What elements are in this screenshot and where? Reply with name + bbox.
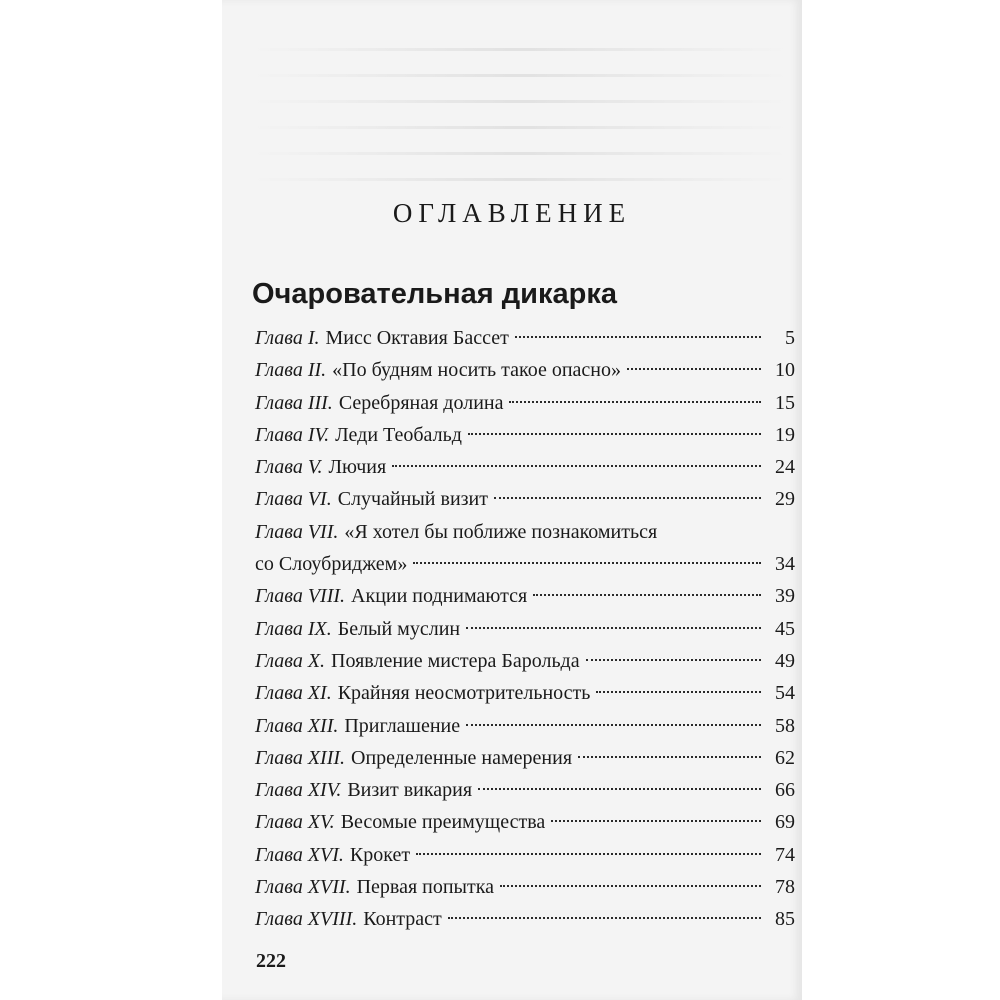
dot-leader — [494, 497, 761, 499]
chapter-title: Весомые преимущества — [340, 811, 546, 834]
toc-entry[interactable] — [255, 451, 795, 483]
toc-entry[interactable] — [255, 516, 795, 581]
chapter-title: Первая попытка — [356, 876, 495, 899]
toc-entry[interactable] — [255, 903, 795, 935]
chapter-title: Акции поднимаются — [351, 585, 528, 608]
chapter-label: Глава II. — [255, 359, 327, 382]
chapter-title: Серебряная долина — [338, 391, 504, 414]
chapter-title: «По будням носить такое опасно» — [332, 359, 621, 382]
chapter-title: Белый муслин — [337, 617, 461, 640]
dot-leader — [478, 788, 761, 790]
page-number: 24 — [775, 456, 795, 479]
chapter-label: Глава XVII. — [255, 876, 351, 899]
toc-list — [255, 322, 795, 936]
page-number: 66 — [775, 779, 795, 802]
chapter-title: Контраст — [363, 908, 442, 931]
toc-entry[interactable] — [255, 580, 795, 612]
show-through-text — [250, 48, 790, 51]
chapter-title: Мисс Октавия Бассет — [325, 327, 509, 349]
chapter-title: Приглашение — [344, 714, 461, 737]
dot-leader — [448, 917, 761, 919]
toc-entry[interactable] — [255, 774, 795, 806]
dot-leader — [416, 853, 761, 855]
toc-entry[interactable] — [255, 677, 795, 709]
dot-leader — [578, 756, 761, 758]
page-number: 54 — [775, 682, 795, 705]
chapter-label: Глава XIV. — [255, 779, 342, 802]
chapter-label: Глава VII. — [255, 520, 339, 543]
page-number: 78 — [775, 876, 795, 899]
toc-entry[interactable] — [255, 806, 795, 838]
chapter-label: Глава XV. — [255, 811, 335, 834]
chapter-label: Глава XVIII. — [255, 908, 358, 931]
chapter-title: Крайняя неосмотрительность — [337, 682, 591, 705]
toc-entry[interactable] — [255, 354, 795, 386]
chapter-label: Глава I. — [255, 327, 320, 349]
toc-entry[interactable] — [255, 613, 795, 645]
dot-leader — [413, 562, 761, 564]
dot-leader — [466, 724, 761, 726]
dot-leader — [596, 691, 761, 693]
chapter-label: Глава VIII. — [255, 585, 346, 608]
toc-entry[interactable] — [255, 419, 795, 451]
chapter-title: Лючия — [328, 456, 387, 479]
chapter-label: Глава X. — [255, 649, 326, 672]
page-number: 85 — [775, 908, 795, 931]
show-through-text — [250, 178, 790, 181]
page-number: 34 — [775, 553, 795, 576]
page-number: 5 — [785, 327, 795, 349]
page-number: 62 — [775, 746, 795, 769]
chapter-title: Крокет — [349, 843, 411, 866]
chapter-label: Глава XII. — [255, 714, 339, 737]
toc-entry[interactable] — [255, 645, 795, 677]
chapter-label: Глава V. — [255, 456, 323, 479]
chapter-label: Глава XIII. — [255, 746, 346, 769]
page-folio: 222 — [256, 950, 286, 972]
toc-entry[interactable] — [255, 710, 795, 742]
toc-heading: ОГЛАВЛЕНИЕ — [392, 198, 632, 228]
toc-entry[interactable] — [255, 387, 795, 419]
page-number: 10 — [775, 359, 795, 382]
dot-leader — [468, 433, 761, 435]
toc-entry[interactable] — [255, 742, 795, 774]
toc-entry[interactable] — [255, 839, 795, 871]
show-through-text — [250, 126, 790, 129]
page-number: 74 — [775, 843, 795, 866]
chapter-label: Глава VI. — [255, 488, 332, 511]
chapter-title: Леди Теобальд — [335, 423, 462, 446]
chapter-title: «Я хотел бы поближе познакомиться — [344, 520, 658, 543]
toc-entry[interactable] — [255, 483, 795, 515]
dot-leader — [627, 368, 761, 370]
section-title: Очаровательная дикарка — [252, 278, 617, 310]
toc-entry[interactable] — [255, 871, 795, 903]
page-number: 29 — [775, 488, 795, 511]
chapter-title: Определенные намерения — [351, 746, 573, 769]
chapter-title: Случайный визит — [337, 488, 488, 511]
page-number: 19 — [775, 423, 795, 446]
show-through-text — [250, 100, 790, 103]
dot-leader — [533, 594, 761, 596]
toc-entry[interactable] — [255, 322, 795, 354]
chapter-label: Глава XI. — [255, 682, 332, 705]
dot-leader — [466, 627, 761, 629]
chapter-title: Появление мистера Барольда — [331, 649, 580, 672]
show-through-text — [250, 152, 790, 155]
dot-leader — [500, 885, 761, 887]
page-number: 45 — [775, 617, 795, 640]
dot-leader — [509, 401, 761, 403]
chapter-label: Глава IV. — [255, 423, 330, 446]
page-number: 39 — [775, 585, 795, 608]
page-number: 15 — [775, 391, 795, 414]
chapter-label: Глава III. — [255, 391, 333, 414]
dot-leader — [586, 659, 761, 661]
dot-leader — [551, 820, 761, 822]
page-number: 49 — [775, 649, 795, 672]
chapter-label: Глава XVI. — [255, 843, 344, 866]
chapter-label: Глава IX. — [255, 617, 332, 640]
chapter-title-continuation: со Слоубриджем» — [255, 553, 408, 576]
show-through-text — [250, 74, 790, 77]
chapter-title: Визит викария — [347, 779, 473, 802]
page-number: 69 — [775, 811, 795, 834]
dot-leader — [392, 465, 761, 467]
dot-leader — [515, 336, 761, 338]
page-number: 58 — [775, 714, 795, 737]
